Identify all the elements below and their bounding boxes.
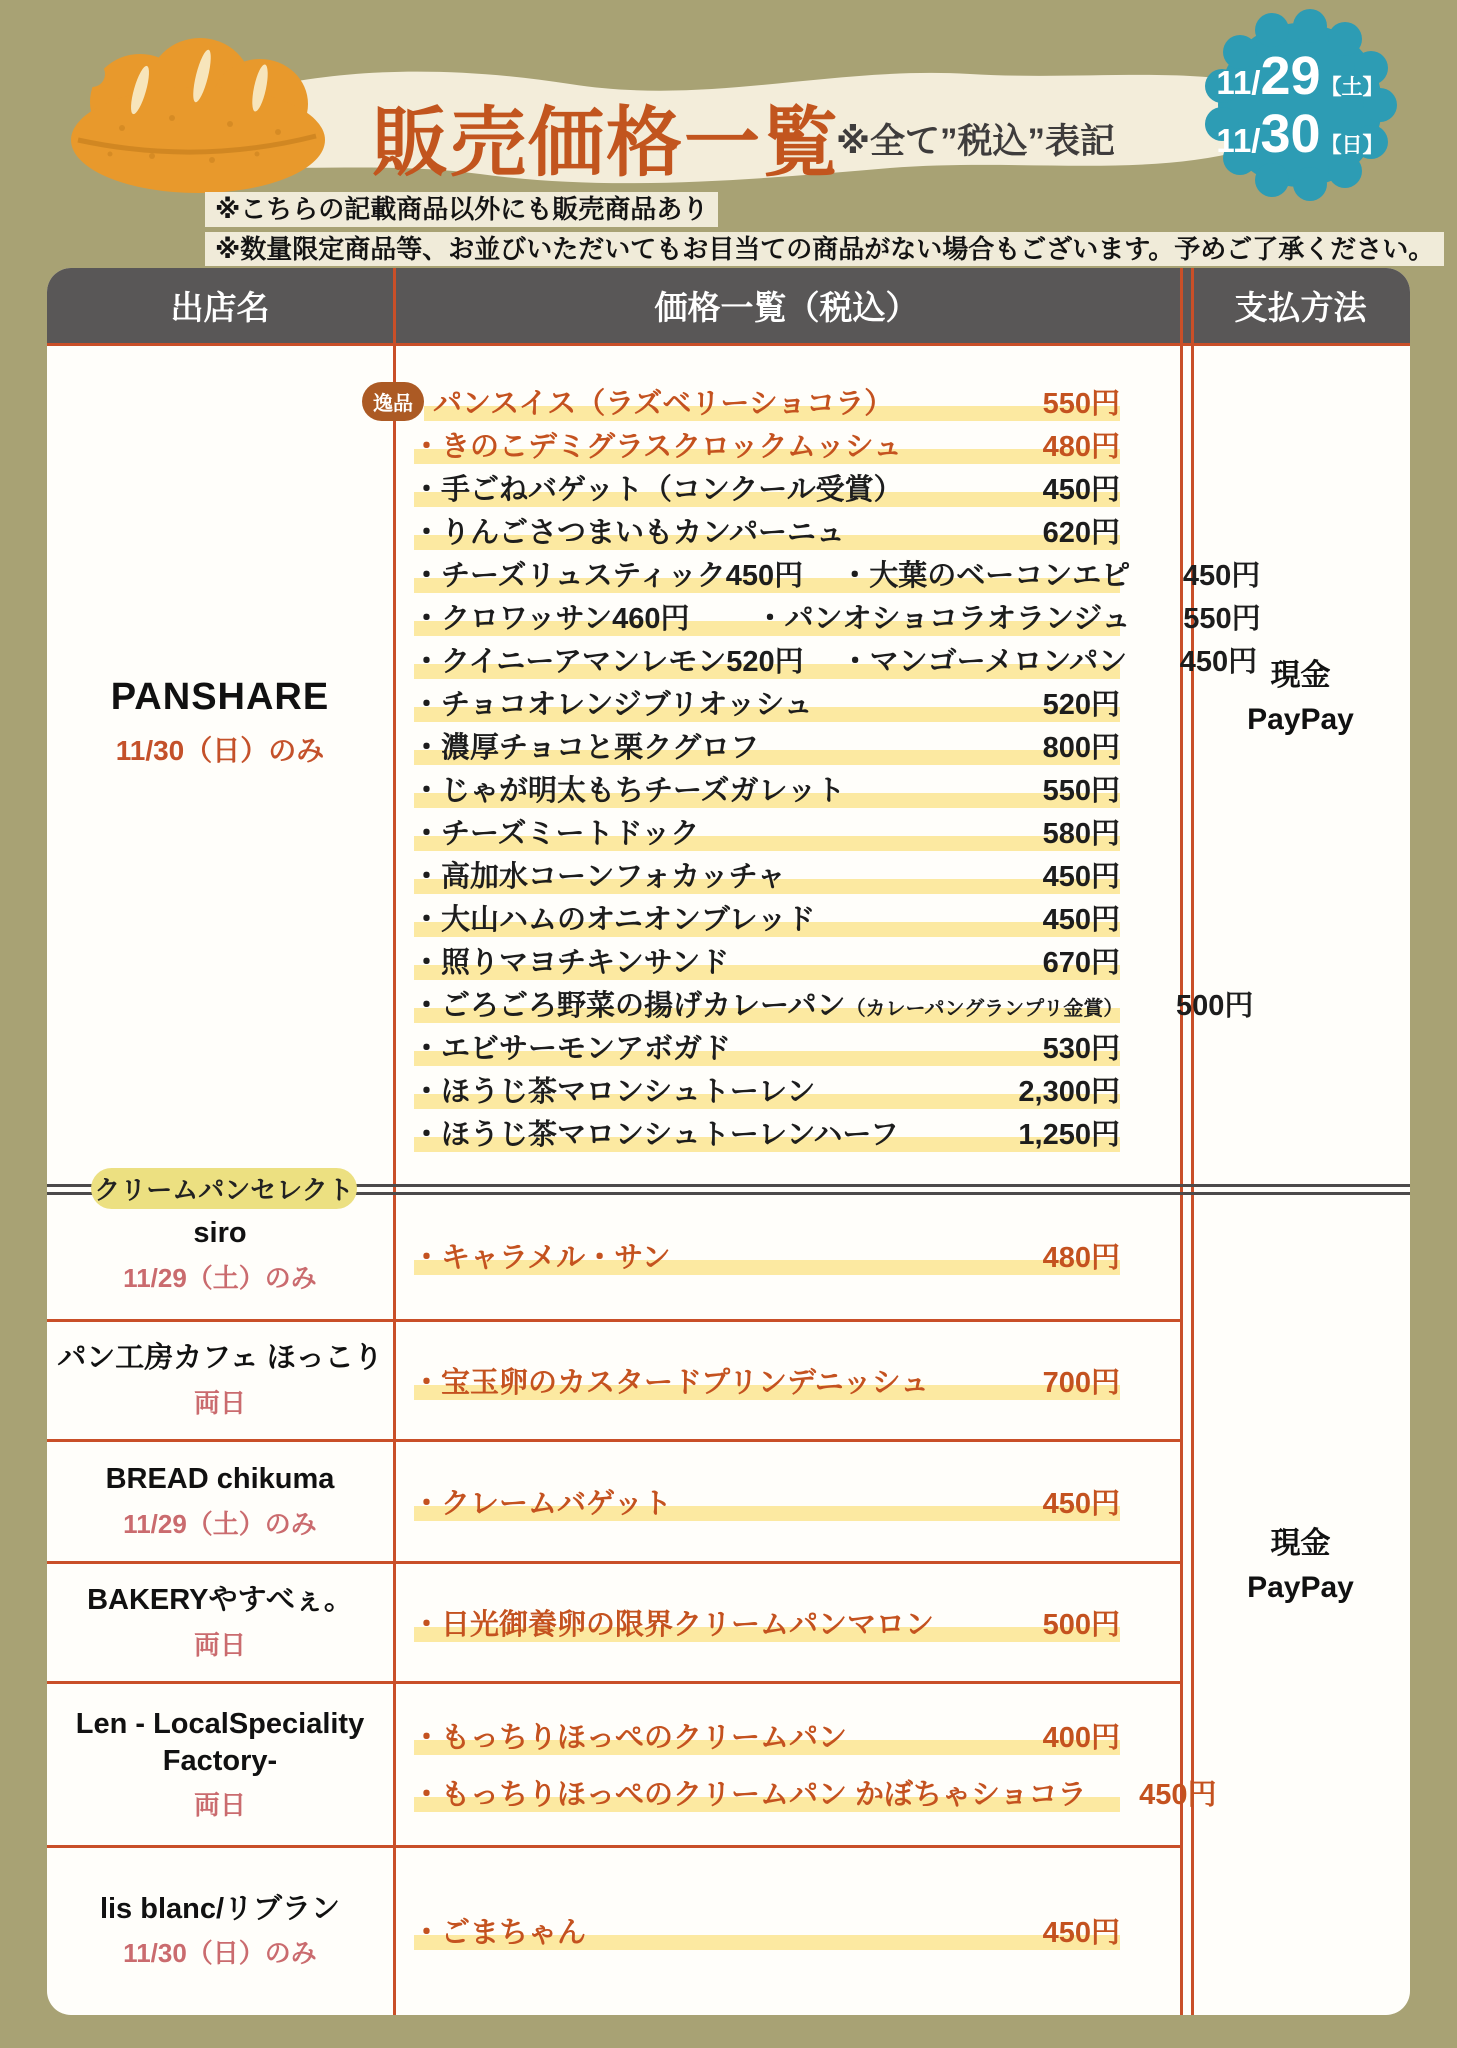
item-price: 450円	[1182, 560, 1261, 592]
shop-availability: 両日	[193, 1387, 246, 1418]
panshare-item-list	[362, 380, 1261, 1154]
item-price: 450円	[1042, 1487, 1120, 1520]
price-list-item	[362, 853, 1120, 896]
column-divider-double-left	[1180, 268, 1183, 2015]
item-price: 550円	[1042, 775, 1120, 807]
shop-availability: 両日	[193, 1629, 246, 1660]
item-price: 550円	[1183, 603, 1261, 635]
item-label: ・クレームバゲット	[412, 1487, 672, 1520]
payment-method: PayPay	[1247, 703, 1354, 736]
shop-item-list	[362, 1320, 1120, 1440]
item-label: ・もっちりほっぺのクリームパン	[412, 1722, 848, 1754]
item-price: 530円	[1042, 1033, 1120, 1065]
column-header-shop: 出店名	[170, 289, 270, 326]
price-list-item	[362, 1234, 1120, 1277]
item-price: 450円	[1179, 646, 1258, 678]
price-list-item	[362, 1068, 1120, 1111]
price-list-item	[362, 1909, 1120, 1952]
item-label: ・きのこデミグラスクロックムッシュ	[412, 431, 903, 463]
shop-name-cell	[47, 1320, 393, 1440]
item-price: 550円	[1042, 388, 1120, 420]
price-list-item	[362, 1714, 1120, 1757]
event-date	[1216, 46, 1384, 106]
date-prefix: 11/	[1216, 122, 1261, 159]
item-label: ・チーズミートドック	[412, 818, 700, 850]
date-day: 30	[1260, 104, 1321, 164]
shop-name: パン工房カフェ ほっこり	[57, 1342, 383, 1375]
item-label: ・チーズリュスティック450円 ・大葉のベーコンエピ	[412, 560, 1131, 592]
shop-row	[47, 1190, 1180, 1320]
shop-name: PANSHARE	[110, 676, 330, 718]
item-price: 800円	[1042, 732, 1120, 764]
item-note: （カレーパングランプリ金賞）	[845, 998, 1124, 1020]
price-list-item	[362, 1601, 1120, 1644]
shop-row	[47, 1846, 1180, 2015]
item-label: ・キャラメル・サン	[412, 1241, 671, 1274]
item-label: ・照りマヨチキンサンド	[412, 947, 730, 979]
event-date-badge	[1203, 8, 1397, 202]
item-label: ・手ごねバゲット（コンクール受賞）	[412, 474, 903, 506]
shop-name: BREAD chikuma	[105, 1463, 335, 1496]
price-list-item	[362, 939, 1120, 982]
item-price: 700円	[1042, 1366, 1120, 1399]
price-list-item	[362, 982, 1254, 1025]
item-price: 450円	[1042, 904, 1120, 936]
item-price: 1,250円	[1018, 1119, 1120, 1151]
item-label: ・チョコオレンジブリオッシュ	[412, 689, 813, 721]
price-list-item	[362, 724, 1120, 767]
price-list-item	[362, 466, 1120, 509]
page-title: 販売価格一覧	[372, 101, 840, 186]
price-list-item	[362, 1480, 1120, 1523]
shop-availability: 11/29（土）のみ	[123, 1508, 317, 1539]
shop-name: Len - LocalSpeciality Factory-	[75, 1708, 365, 1777]
shop-item-list	[362, 1562, 1120, 1682]
item-price: 450円	[1139, 1779, 1217, 1811]
shop-row	[47, 1682, 1217, 1846]
ippin-badge: 逸品	[362, 382, 424, 421]
shop-name: siro	[193, 1217, 247, 1250]
item-label: ・高加水コーンフォカッチャ	[412, 861, 786, 893]
column-header-payment: 支払方法	[1234, 289, 1367, 326]
date-day: 29	[1260, 46, 1321, 106]
item-label: ・クイニーアマンレモン520円 ・マンゴーメロンパン	[412, 646, 1128, 678]
price-list-item	[362, 638, 1258, 681]
event-date	[1216, 104, 1384, 164]
shop-name-cell	[47, 1190, 393, 1320]
shop-item-list	[362, 1846, 1120, 2015]
shop-item-list	[362, 1440, 1120, 1562]
item-label: ・宝玉卵のカスタードプリンデニッシュ	[412, 1366, 930, 1399]
item-label: ・エビサーモンアボガド	[412, 1033, 732, 1065]
shop-name: BAKERYやすべぇ。	[87, 1584, 353, 1617]
item-label: ・りんごさつまいもカンパーニュ	[412, 517, 845, 549]
price-list-item	[362, 595, 1261, 638]
price-table	[47, 268, 1410, 2015]
item-label: ・ごろごろ野菜の揚げカレーパン（カレーパングランプリ金賞）	[412, 990, 1124, 1022]
payment-method: 現金	[1270, 659, 1331, 692]
item-price: 450円	[1042, 1917, 1120, 1949]
item-label: ・大山ハムのオニオンブレッド	[412, 904, 816, 936]
item-label: ・じゃが明太もちチーズガレット	[412, 775, 846, 807]
date-weekday: 【土】	[1320, 76, 1384, 99]
shop-availability: 11/30（日）のみ	[123, 1938, 317, 1969]
item-price: 400円	[1042, 1722, 1120, 1754]
payment-method: 現金	[1270, 1527, 1331, 1560]
payment-method: PayPay	[1247, 1571, 1354, 1604]
bread-illustration-icon	[52, 28, 334, 196]
item-label: ・日光御養卵の限界クリームパンマロン	[412, 1608, 935, 1641]
shop-availability: 両日	[193, 1789, 246, 1820]
price-list-item	[362, 1359, 1120, 1402]
price-list-item	[362, 896, 1120, 939]
price-list-item	[362, 552, 1261, 595]
shop-row	[47, 1562, 1180, 1682]
shop-row	[47, 1320, 1180, 1440]
shop-availability: 11/29（土）のみ	[123, 1262, 317, 1293]
item-price: 480円	[1042, 431, 1120, 463]
shop-item-list	[362, 1190, 1120, 1320]
item-label: ・ほうじ茶マロンシュトーレンハーフ	[412, 1119, 899, 1151]
item-price: 580円	[1042, 818, 1120, 850]
event-dates	[1203, 8, 1397, 202]
price-list-item	[362, 380, 1120, 423]
price-list-item	[362, 1025, 1120, 1068]
item-price: 520円	[1042, 689, 1120, 721]
tax-note: ※全て”税込”表記	[836, 122, 1116, 161]
item-price: 480円	[1042, 1241, 1120, 1274]
payment-methods-select	[1191, 1522, 1410, 1610]
date-weekday: 【日】	[1320, 134, 1384, 157]
item-price: 450円	[1042, 861, 1120, 893]
item-price: 500円	[1175, 990, 1254, 1022]
price-list-item	[362, 681, 1120, 724]
shop-name-cell	[47, 1682, 393, 1846]
price-list-item	[362, 509, 1120, 552]
item-price: 500円	[1042, 1608, 1120, 1641]
shop-row	[47, 1440, 1180, 1562]
item-label: ・クロワッサン460円 ・パンオショコラオランジュ	[412, 603, 1131, 635]
price-list-item	[362, 423, 1120, 466]
price-list-item	[362, 1111, 1120, 1154]
section-badge: クリームパンセレクト	[91, 1168, 357, 1209]
item-label: パンスイス（ラズベリーショコラ）	[433, 388, 894, 420]
price-list-item	[362, 810, 1120, 853]
shop-item-list	[362, 1682, 1217, 1846]
header-divider	[47, 343, 1410, 346]
notices	[205, 192, 1444, 271]
item-price: 620円	[1042, 517, 1120, 549]
column-header-prices: 価格一覧（税込）	[654, 289, 919, 326]
item-price: 450円	[1042, 474, 1120, 506]
date-prefix: 11/	[1216, 64, 1261, 101]
item-label: ・ごまちゃん	[412, 1917, 587, 1949]
notice-line: ※数量限定商品等、お並びいただいてもお目当ての商品がない場合もございます。予めご了承ください。	[205, 232, 1444, 267]
shop-panshare	[47, 676, 393, 769]
column-divider-double-right	[1191, 268, 1194, 2015]
shop-name: lis blanc/リブラン	[99, 1892, 341, 1925]
shop-name-cell	[47, 1440, 393, 1562]
price-list-item	[362, 1771, 1217, 1814]
shop-name-cell	[47, 1846, 393, 2015]
price-list-item	[362, 767, 1120, 810]
shop-availability: 11/30（日）のみ	[115, 735, 325, 766]
shop-name-cell	[47, 1562, 393, 1682]
item-price: 670円	[1042, 947, 1120, 979]
item-price: 2,300円	[1018, 1076, 1120, 1108]
item-label: ・濃厚チョコと栗クグロフ	[412, 732, 760, 764]
item-label: ・ほうじ茶マロンシュトーレン	[412, 1076, 816, 1108]
item-label: ・もっちりほっぺのクリームパン かぼちゃショコラ	[412, 1779, 1087, 1811]
notice-line: ※こちらの記載商品以外にも販売商品あり	[205, 192, 718, 227]
